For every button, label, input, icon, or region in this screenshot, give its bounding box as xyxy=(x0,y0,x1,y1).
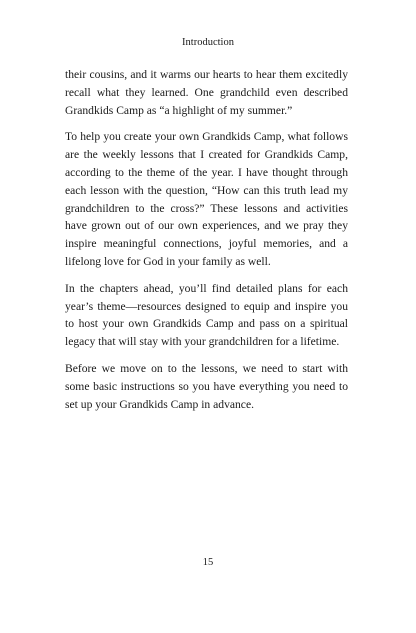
paragraph-chapters-ahead: In the chapters ahead, you’ll find detailed plans for each year’s theme—resources designed to equip and inspire you to host your own Grandkids Camp and pass on a spiritual legacy that will stay with your grandchildren for a lifetime. xyxy=(65,281,348,349)
paragraph-continuation: their cousins, and it warms our hearts to hear them excitedly recall what they learned. One grandchild even described Grandkids Camp as “a highlight of my summer.” xyxy=(65,68,348,117)
page-number: 15 xyxy=(202,557,214,568)
running-header: Introduction xyxy=(182,37,234,48)
paragraph-basic-instructions: Before we move on to the lessons, we need to start with some basic instructions so you have everything you need to set up your Grandkids Camp in advance. xyxy=(65,361,348,411)
paragraph-weekly-lessons: To help you create your own Grandkids Camp, what follows are the weekly lessons that I created for Grandkids Camp, according to the theme of the year. I have thought through each lesson with the question, “How can this truth lead my grandchildren to the cross?” These lessons and activities have grown out of our own experiences, and we pray they inspire meaningful connections, joyful memories, and a lifelong love for God in your family as well. xyxy=(65,130,348,268)
body-text xyxy=(65,66,348,422)
